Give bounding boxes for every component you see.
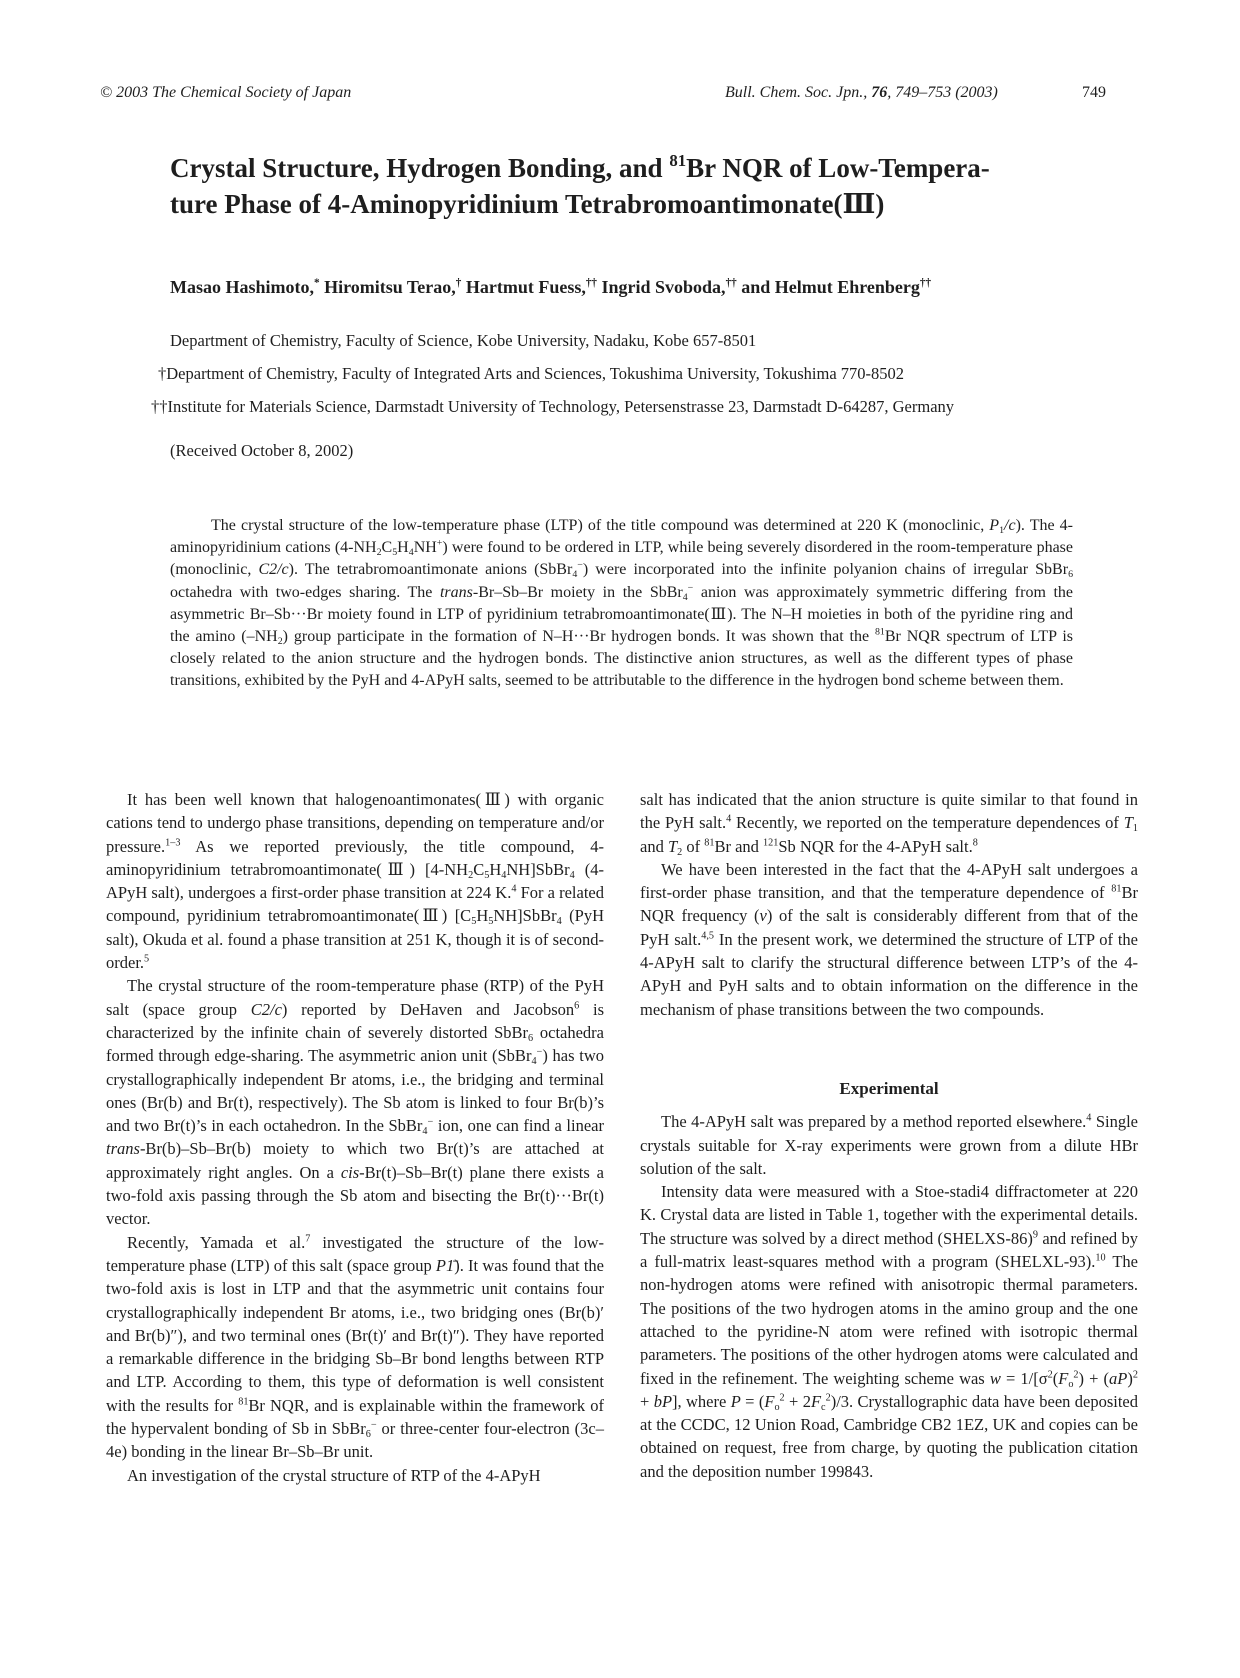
received-date: (Received October 8, 2002) — [170, 441, 354, 460]
author: Hiromitsu Terao, — [319, 277, 456, 297]
paragraph: We have been interested in the fact that the 4-APyH salt undergoes a first-order phase transition, and that the temperature dependence of $^{81}$Br NQR frequency (ν) of the salt is considerably different from that of the PyH salt.$^{4,5}$ In the present work, we determined the structure of LTP of the 4-APyH salt to clarify the structural difference between LTP’s of the 4-APyH and PyH salts and to obtain information on the difference in the mechanism of phase transitions between the two compounds. — [640, 859, 1138, 1019]
author: and Helmut Ehrenberg — [736, 277, 920, 297]
journal-citation: Bull. Chem. Soc. Jpn., 76, 749–753 (2003) — [725, 84, 998, 101]
author-list: Masao Hashimoto,* Hiromitsu Terao,† Hartmut Fuess,†† Ingrid Svoboda,†† and Helmut Ehrenberg†† — [170, 276, 932, 297]
copyright-notice: © 2003 The Chemical Society of Japan — [100, 84, 352, 101]
author: Masao Hashimoto, — [170, 277, 314, 297]
paragraph: It has been well known that halogenoantimonates(Ⅲ) with organic cations tend to undergo phase transitions, depending on temperature and/or pressure.$^{1-3}$ As we reported previously, the title compound, 4-aminopyridinium tetrabromoantimonate(Ⅲ) $[4-NH_2C_5H_4NH]SbBr_4$ (4-APyH salt), undergoes a first-order phase transition at 224 K.$^4$ For a related compound, pyridinium tetrabromoantimonate(Ⅲ) $[C_5H_5NH]SbBr_4$ (PyH salt), Okuda et al. found a phase transition at 251 K, though it is of second-order.$^5$ — [106, 790, 605, 973]
article-title: Crystal Structure, Hydrogen Bonding, and $^{81}$Br NQR of Low-Tempera- ture Phase of 4-Aminopyridinium Tetrabromoantimonate(Ⅲ) — [170, 151, 990, 219]
paragraph: An investigation of the crystal structure of RTP of the 4-APyH — [127, 1465, 541, 1485]
page-number: 749 — [1082, 84, 1106, 101]
section-heading: Experimental — [839, 1078, 939, 1098]
body-column-left — [106, 788, 604, 1487]
paragraph: The 4-APyH salt was prepared by a method reported elsewhere.$^4$ Single crystals suitable for X-ray experiments were grown from a dilute HBr solution of the salt. — [640, 1112, 1138, 1178]
paragraph: The crystal structure of the room-temperature phase (RTP) of the PyH salt (space group C2/c) reported by DeHaven and Jacobson$^6$ is characterized by the infinite chain of severely distorted SbBr$_6$ octahedra formed through edge-sharing. The asymmetric anion unit (SbBr$_4$−) has two crystallographically independent Br atoms, i.e., the bridging and terminal ones (Br(b) and Br(t), respectively). The Sb atom is linked to four Br(b)’s and two Br(t)’s in each octahedron. In the SbBr$_4$− ion, one can find a linear trans-Br(b)–Sb–Br(b) moiety to which two Br(t)’s are attached at approximately right angles. On a cis-Br(t)–Sb–Br(t) plane there exists a two-fold axis passing through the Sb atom and bisecting the Br(t)···Br(t) vector. — [106, 976, 604, 1229]
affiliation: ††Institute for Materials Science, Darmstadt University of Technology, Petersenstrasse 23, Darmstadt D-64287, Germany — [151, 397, 955, 416]
affiliation: Department of Chemistry, Faculty of Science, Kobe University, Nadaku, Kobe 657-8501 — [170, 331, 757, 350]
author: Hartmut Fuess, — [461, 277, 586, 297]
affiliation: †Department of Chemistry, Faculty of Integrated Arts and Sciences, Tokushima University, Tokushima 770-8502 — [158, 364, 905, 383]
paragraph: Intensity data were measured with a Stoe-stadi4 diffractometer at 220 K. Crystal data are listed in Table 1, together with the experimental details. The structure was solved by a direct method (SHELXS-86)$^9$ and refined by a full-matrix least-squares method with a program (SHELXL-93).$^{10}$ The non-hydrogen atoms were refined with anisotropic thermal parameters. The positions of the two hydrogen atoms in the amino group and the one attached to the pyridine-N atom were refined with isotropic thermal parameters. The positions of the other hydrogen atoms were calculated and fixed in the refinement. The weighting scheme was $w = 1/[\sigma^2(F_o^2) + (aP)^2 + bP]$, where $P = (F_o^2 + 2F_c^2)/3$. Crystallographic data have been deposited at the CCDC, 12 Union Road, Cambridge CB2 1EZ, UK and copies can be obtained on request, free from charge, by quoting the publication citation and the deposition number 199843. — [640, 1182, 1139, 1481]
paragraph: Recently, Yamada et al.$^7$ investigated the structure of the low-temperature phase (LTP) of this salt (space group P1̄). It was found that the two-fold axis is lost in LTP and that the asymmetric unit contains four crystallographically independent Br atoms, i.e., two bridging ones (Br(b)′ and Br(b)″), and two terminal ones (Br(t)′ and Br(t)″). They have reported a remarkable difference in the bridging Sb–Br bond lengths between RTP and LTP. According to them, this type of deformation is well consistent with the results for $^{81}$Br NQR, and is explainable within the framework of the hypervalent bonding of Sb in SbBr$_6$− or three-center four-electron (3c–4e) bonding in the linear Br–Sb–Br unit. — [106, 1232, 605, 1462]
author: Ingrid Svoboda, — [597, 277, 726, 297]
body-column-right — [640, 788, 1138, 1483]
paragraph: salt has indicated that the anion structure is quite similar to that found in the PyH salt.$^4$ Recently, we reported on the temperature dependences of $T_1$ and $T_2$ of $^{81}$Br and $^{121}$Sb NQR for the 4-APyH salt.$^8$ — [640, 790, 1138, 858]
abstract: The crystal structure of the low-temperature phase (LTP) of the title compound was determined at 220 K (monoclinic, $P_1/c$). The 4-aminopyridinium cations $(4-NH_2C_5H_4NH^+)$ were found to be ordered in LTP, while being severely disordered in the room-temperature phase (monoclinic, C2/c). The tetrabromoantimonate anions (SbBr$_4$−) were incorporated into the infinite polyanion chains of irregular SbBr$_6$ octahedra with two-edges sharing. The trans-Br–Sb–Br moiety in the SbBr$_4$− anion was approximately symmetric differing from the asymmetric Br–Sb···Br moiety found in LTP of pyridinium tetrabromoantimonate(Ⅲ). The N–H moieties in both of the pyridine ring and the amino $(-NH_2)$ group participate in the formation of N–H···Br hydrogen bonds. It was shown that the $^{81}$Br NQR spectrum of LTP is closely related to the anion structure and the hydrogen bonds. The distinctive anion structures, as well as the different types of phase transitions, exhibited by the PyH and 4-APyH salts, seemed to be attributable to the difference in the hydrogen bond scheme between them. — [170, 517, 1074, 690]
